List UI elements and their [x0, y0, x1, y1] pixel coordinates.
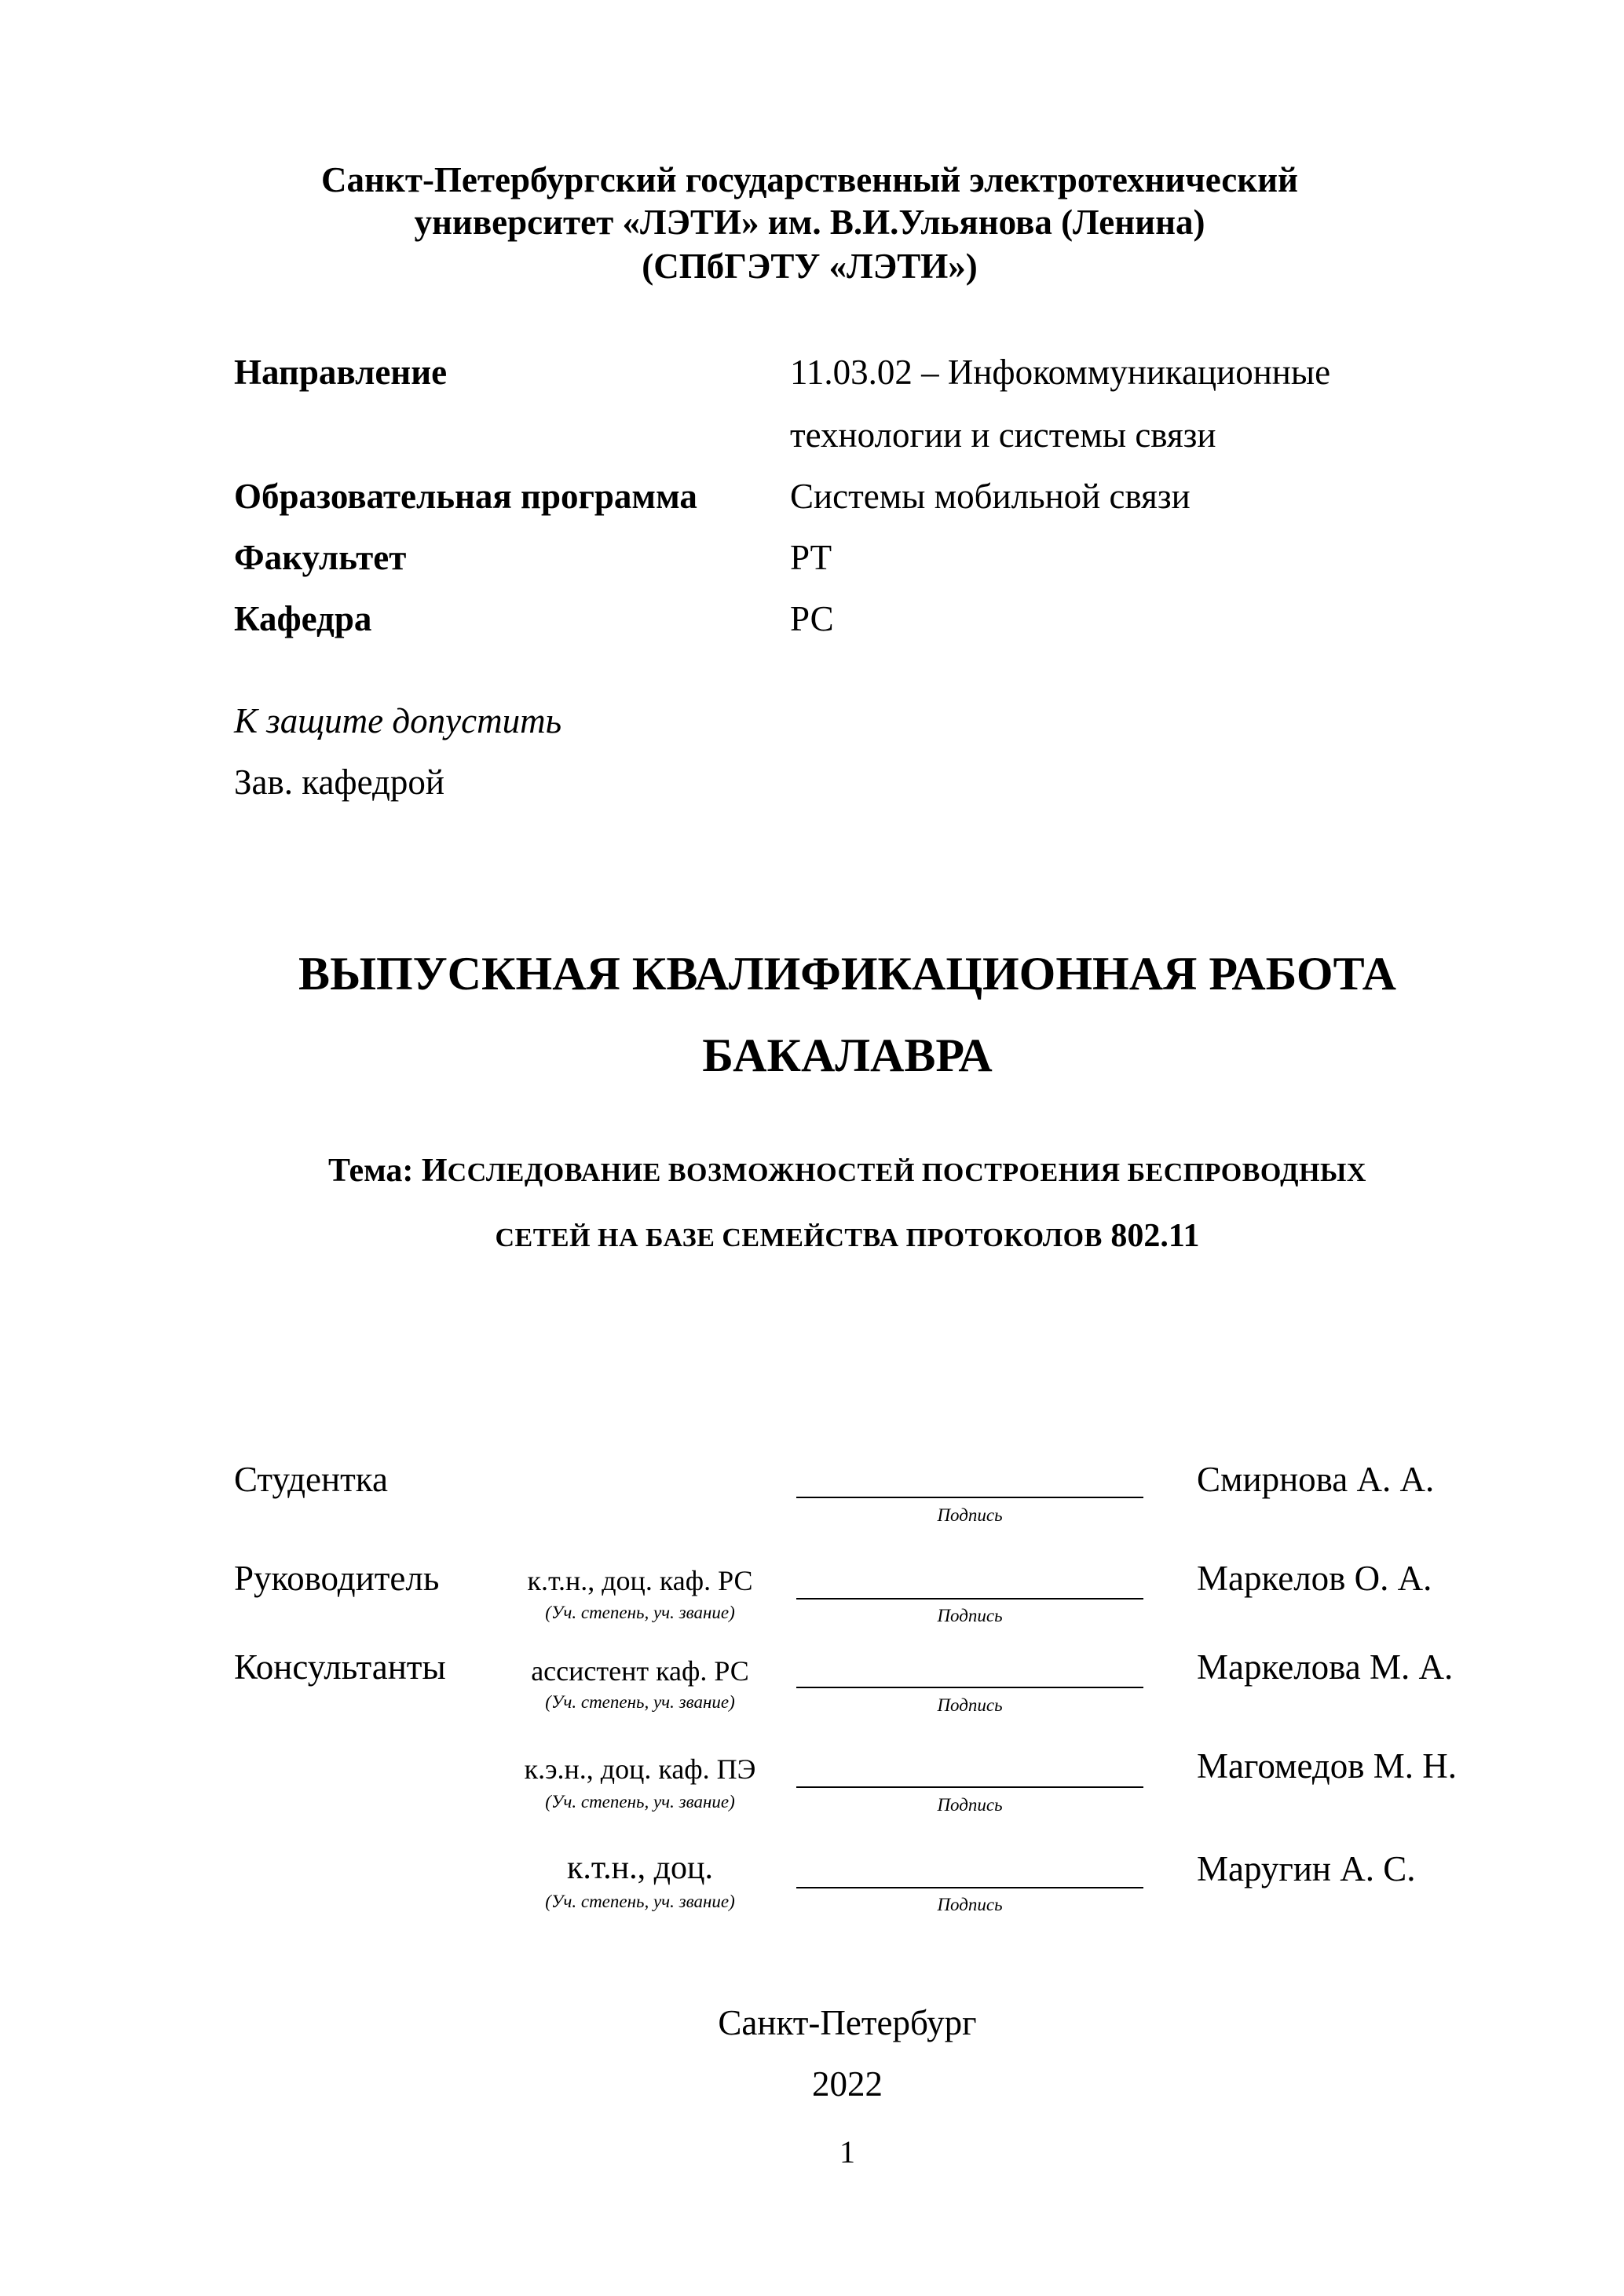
admission-note: К защите допустить — [234, 701, 562, 740]
direction-label: Направление — [234, 353, 448, 392]
student-signature-line — [796, 1497, 1143, 1498]
consultant-3-degree-caption: (Уч. степень, уч. звание) — [545, 1892, 735, 1911]
supervisor-degree-caption: (Уч. степень, уч. звание) — [545, 1603, 735, 1622]
student-name: Смирнова А. А. — [1197, 1460, 1435, 1499]
topic-line-2 — [35, 1219, 1624, 1252]
work-title-line-2: БАКАЛАВРА — [702, 1029, 993, 1081]
supervisor-name: Маркелов О. А. — [1197, 1559, 1432, 1598]
consultant-2-signature-line — [796, 1786, 1143, 1788]
faculty-value: РТ — [790, 538, 832, 577]
topic-text-1: ССЛЕДОВАНИЕ ВОЗМОЖНОСТЕЙ ПОСТРОЕНИЯ БЕСПРОВОДНЫХ — [447, 1158, 1366, 1187]
direction-value-line-1: 11.03.02 – Инфокоммуникационные — [790, 353, 1331, 392]
faculty-label: Факультет — [234, 538, 407, 577]
consultant-1-signature-caption: Подпись — [937, 1695, 1003, 1715]
student-role: Студентка — [234, 1460, 388, 1499]
page-number: 1 — [839, 2134, 855, 2170]
topic-initial: И — [421, 1153, 448, 1189]
consultant-3-signature-line — [796, 1887, 1143, 1888]
university-name-line-1: Санкт-Петербургский государственный электротехнический — [320, 160, 1298, 199]
direction-value-line-2: технологии и системы связи — [790, 415, 1216, 455]
department-value: РС — [790, 599, 834, 638]
university-name-line-2: университет «ЛЭТИ» им. В.И.Ульянова (Ленина) — [414, 203, 1205, 242]
program-value: Системы мобильной связи — [790, 477, 1191, 516]
program-label: Образовательная программа — [234, 477, 697, 516]
consultant-1-degree-caption: (Уч. степень, уч. звание) — [545, 1692, 735, 1712]
consultant-3-signature-caption: Подпись — [937, 1895, 1003, 1914]
supervisor-degree: к.т.н., доц. каф. РС — [527, 1565, 753, 1596]
topic-number: 802.11 — [1110, 1218, 1200, 1254]
department-label: Кафедра — [234, 599, 372, 638]
consultants-role: Консультанты — [234, 1647, 446, 1687]
supervisor-role: Руководитель — [234, 1559, 440, 1598]
consultant-2-degree: к.э.н., доц. каф. ПЭ — [524, 1753, 756, 1785]
topic-line-1 — [35, 1154, 1624, 1187]
supervisor-signature-line — [796, 1598, 1143, 1600]
student-signature-caption: Подпись — [937, 1505, 1003, 1525]
topic-prefix: Тема: — [328, 1153, 422, 1189]
head-of-department: Зав. кафедрой — [234, 762, 444, 802]
topic-text-2: СЕТЕЙ НА БАЗЕ СЕМЕЙСТВА ПРОТОКОЛОВ — [495, 1223, 1103, 1252]
consultant-2-signature-caption: Подпись — [937, 1795, 1003, 1815]
city: Санкт-Петербург — [718, 2003, 977, 2042]
work-title-line-1: ВЫПУСКНАЯ КВАЛИФИКАЦИОННАЯ РАБОТА — [298, 948, 1396, 1000]
consultant-1-signature-line — [796, 1687, 1143, 1688]
consultant-2-name: Магомедов М. Н. — [1197, 1746, 1457, 1786]
consultant-1-name: Маркелова М. А. — [1197, 1647, 1454, 1687]
supervisor-signature-caption: Подпись — [937, 1606, 1003, 1625]
consultant-2-degree-caption: (Уч. степень, уч. звание) — [545, 1792, 735, 1812]
consultant-1-degree: ассистент каф. РС — [531, 1655, 749, 1687]
consultant-3-degree: к.т.н., доц. — [567, 1850, 713, 1886]
university-abbreviation: (СПбГЭТУ «ЛЭТИ») — [642, 247, 978, 286]
consultant-3-name: Маругин А. С. — [1197, 1849, 1416, 1888]
year: 2022 — [812, 2064, 883, 2104]
